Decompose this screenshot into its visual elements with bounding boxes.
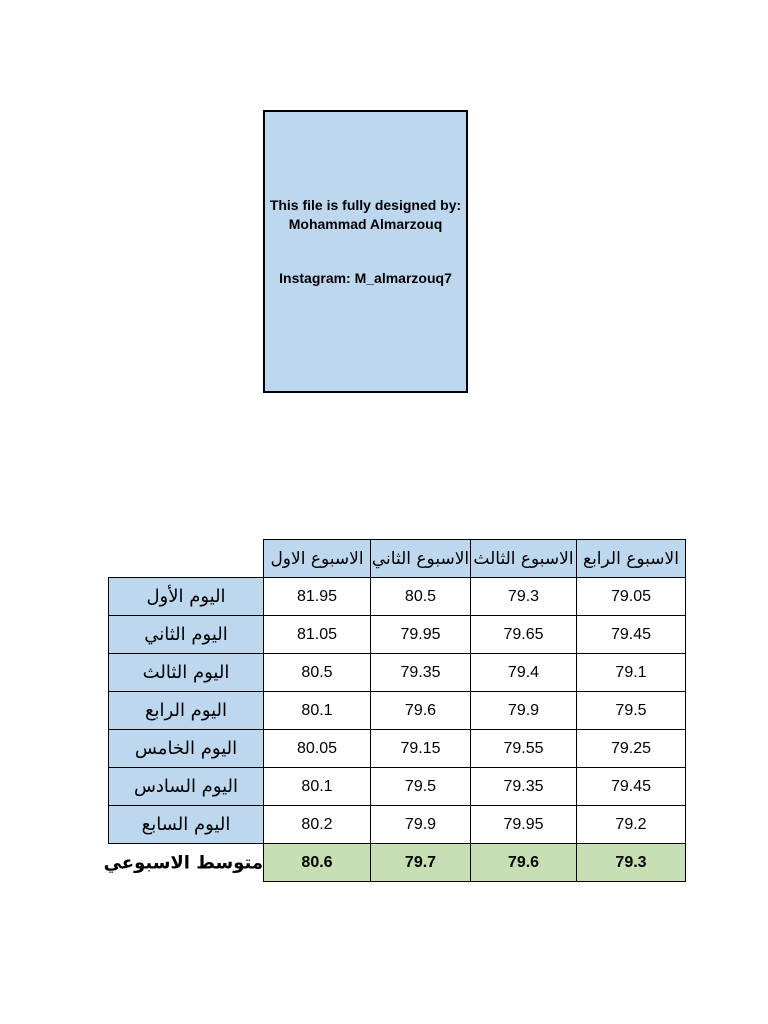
value-cell[interactable]: 79.9 — [471, 692, 577, 730]
table-row — [109, 806, 686, 844]
value-cell[interactable]: 80.1 — [264, 768, 371, 806]
value-cell[interactable]: 79.45 — [577, 768, 686, 806]
header-week-2[interactable]: الاسبوع الثاني — [371, 540, 471, 578]
credit-instagram: Instagram: M_almarzouq7 — [279, 270, 452, 286]
credit-designer-name: Mohammad Almarzouq — [288, 216, 443, 232]
day-label[interactable]: اليوم الأول — [109, 578, 264, 616]
weekly-average-label[interactable] — [103, 844, 264, 882]
header-week-4[interactable]: الاسبوع الرابع — [577, 540, 686, 578]
average-cell[interactable]: 79.7 — [371, 844, 471, 882]
day-label[interactable]: اليوم الثاني — [109, 616, 264, 654]
value-cell[interactable]: 80.2 — [264, 806, 371, 844]
average-row — [109, 844, 686, 882]
value-cell[interactable]: 79.4 — [471, 654, 577, 692]
weekly-average-label-text: متوسط الاسبوعي — [103, 852, 263, 874]
value-cell[interactable]: 80.1 — [264, 692, 371, 730]
day-label[interactable]: اليوم الرابع — [109, 692, 264, 730]
value-cell[interactable]: 79.5 — [577, 692, 686, 730]
value-cell[interactable]: 79.35 — [371, 654, 471, 692]
day-label[interactable]: اليوم السابع — [109, 806, 264, 844]
value-cell[interactable]: 81.95 — [264, 578, 371, 616]
value-cell[interactable]: 80.05 — [264, 730, 371, 768]
value-cell[interactable]: 81.05 — [264, 616, 371, 654]
table-row — [109, 768, 686, 806]
value-cell[interactable]: 79.45 — [577, 616, 686, 654]
value-cell[interactable]: 79.95 — [471, 806, 577, 844]
value-cell[interactable]: 79.65 — [471, 616, 577, 654]
value-cell[interactable]: 79.95 — [371, 616, 471, 654]
table-row — [109, 578, 686, 616]
table-row — [109, 730, 686, 768]
value-cell[interactable]: 79.1 — [577, 654, 686, 692]
average-cell[interactable]: 79.3 — [577, 844, 686, 882]
value-cell[interactable]: 79.25 — [577, 730, 686, 768]
designer-credit-box — [263, 110, 468, 393]
day-label[interactable]: اليوم الثالث — [109, 654, 264, 692]
table-header-row — [109, 540, 686, 578]
header-week-3[interactable]: الاسبوع الثالث — [471, 540, 577, 578]
header-week-1[interactable]: الاسبوع الاول — [264, 540, 371, 578]
value-cell[interactable]: 79.55 — [471, 730, 577, 768]
average-cell[interactable]: 79.6 — [471, 844, 577, 882]
value-cell[interactable]: 79.35 — [471, 768, 577, 806]
value-cell[interactable]: 80.5 — [371, 578, 471, 616]
value-cell[interactable]: 79.3 — [471, 578, 577, 616]
value-cell[interactable]: 79.6 — [371, 692, 471, 730]
table-row — [109, 616, 686, 654]
day-label[interactable]: اليوم الخامس — [109, 730, 264, 768]
weekly-readings-table — [103, 539, 686, 882]
value-cell[interactable]: 79.2 — [577, 806, 686, 844]
value-cell[interactable]: 79.15 — [371, 730, 471, 768]
value-cell[interactable]: 79.05 — [577, 578, 686, 616]
table-row — [109, 654, 686, 692]
table-corner-cell — [109, 540, 264, 578]
day-label[interactable]: اليوم السادس — [109, 768, 264, 806]
value-cell[interactable]: 80.5 — [264, 654, 371, 692]
value-cell[interactable]: 79.9 — [371, 806, 471, 844]
average-cell[interactable]: 80.6 — [264, 844, 371, 882]
credit-designed-by: This file is fully designed by: — [269, 197, 462, 213]
value-cell[interactable]: 79.5 — [371, 768, 471, 806]
table-row — [109, 692, 686, 730]
